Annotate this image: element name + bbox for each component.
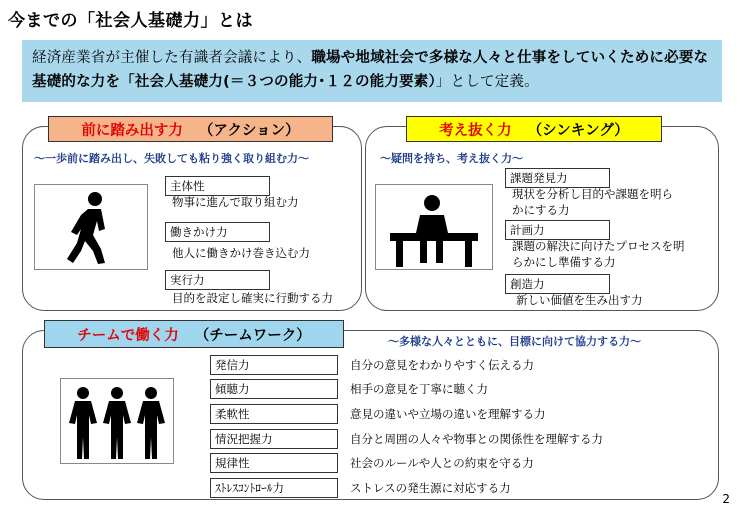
think-element-2: 計画力 [505,220,610,240]
team-element-4: 情況把握力 [210,429,338,449]
action-heading-en: （アクション） [198,122,300,139]
think-heading [406,116,662,142]
team-heading-en: （チームワーク） [194,327,311,344]
team-desc-4: 自分と周囲の人々や物事との関係性を理解する力 [350,432,603,446]
team-element-5: 規律性 [210,453,338,473]
team-subtitle: ～多様な人々とともに、目標に向けて協力する力～ [388,335,641,348]
three-people-icon [60,378,174,464]
intro-text-3: めに必要な基礎的な力を「社会人基礎力(＝３つの能力･１２の能力要素） [32,50,709,90]
intro-box [22,40,722,102]
think-desc-2-line1: 課題の解決に向けたプロセスを明 [512,239,685,253]
think-desc-1-line1: 現状を分析し目的や課題を明ら [512,187,673,201]
action-heading-label: 前に踏み出す力 [81,122,183,139]
intro-text-2: 職場や地域社会で多様な人々と仕事をしていくた [311,50,635,66]
think-subtitle: ～疑問を持ち、考え抜く力～ [380,152,523,165]
team-desc-1: 自分の意見をわかりやすく伝える力 [350,358,534,372]
team-element-3: 柔軟性 [210,404,338,424]
action-element-3: 実行力 [165,270,270,290]
team-desc-2: 相手の意見を丁寧に聴く力 [350,382,488,396]
action-element-1: 主体性 [165,176,270,196]
walking-person-icon [34,184,148,270]
think-desc-1 [512,186,673,218]
intro-text-4: 」として定義。 [435,74,539,90]
think-desc-2 [512,238,685,270]
think-heading-label: 考え抜く力 [439,122,512,139]
action-desc-3: 目的を設定し確実に行動する力 [172,291,333,305]
action-desc-2: 他人に働きかけ巻き込む力 [172,246,310,260]
action-heading [48,116,333,142]
think-heading-en: （シンキング） [527,122,629,139]
page-title: 今までの「社会人基礎力」とは [8,11,253,31]
person-at-desk-icon [375,184,493,270]
think-desc-2-line2: らかにし準備する力 [512,255,616,269]
team-desc-3: 意見の違いや立場の違いを理解する力 [350,407,546,421]
team-element-6: ｽﾄﾚｽｺﾝﾄﾛｰﾙ力 [210,478,338,498]
think-element-3: 創造力 [505,274,610,294]
intro-text-1: 経済産業省が主催した有識者会議により、 [32,50,312,66]
team-desc-5: 社会のルールや人との約束を守る力 [350,456,534,470]
team-heading [44,320,344,348]
team-desc-6: ストレスの発生源に対応する力 [350,481,511,495]
team-element-2: 傾聴力 [210,379,338,399]
team-element-1: 発信力 [210,355,338,375]
page-number: 2 [722,492,730,506]
action-desc-1: 物事に進んで取り組む力 [172,195,299,209]
action-subtitle: ～一歩前に踏み出し、失敗しても粘り強く取り組む力～ [34,152,309,165]
think-desc-1-line2: かにする力 [512,203,570,217]
think-desc-3: 新しい価値を生み出す力 [516,293,643,307]
action-element-2: 働きかけ力 [165,222,270,242]
think-element-1: 課題発見力 [505,168,610,188]
team-heading-label: チームで働く力 [77,327,179,344]
